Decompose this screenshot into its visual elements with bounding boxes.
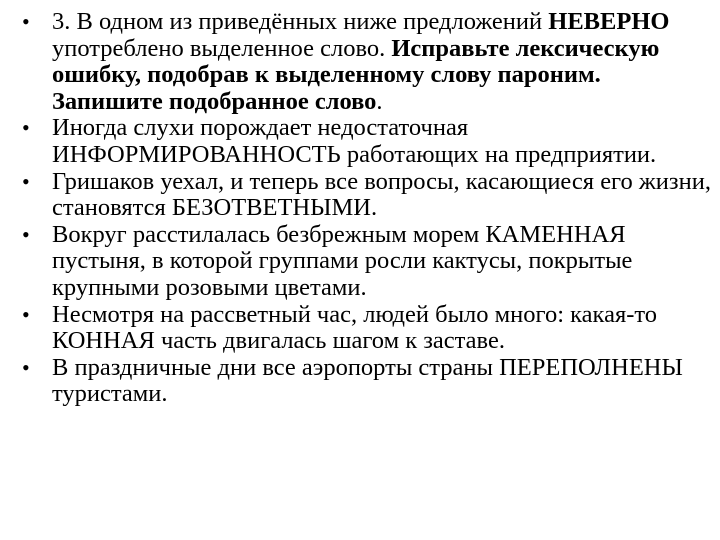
task-text-part: употреблено выделенное слово. bbox=[52, 34, 392, 62]
list-item bbox=[22, 169, 712, 222]
bullet-icon: • bbox=[22, 301, 30, 327]
sentence-text: Иногда слухи порождает недостаточная ИНФОРМИРОВАННОСТЬ работающих на предприятии. bbox=[52, 114, 657, 168]
task-text-part: . bbox=[376, 87, 383, 115]
sentence-text: Гришаков уехал, и теперь все вопросы, касающиеся его жизни, становятся БЕЗОТВЕТНЫМИ. bbox=[52, 167, 711, 222]
bullet-icon: • bbox=[22, 221, 30, 247]
task-instruction bbox=[22, 9, 712, 115]
bullet-icon: • bbox=[22, 168, 30, 194]
bullet-icon: • bbox=[22, 9, 30, 34]
bullet-icon: • bbox=[22, 354, 30, 380]
list-item bbox=[22, 222, 712, 302]
sentence-text: В праздничные дни все аэропорты страны ПЕРЕПОЛНЕНЫ туристами. bbox=[52, 353, 683, 408]
task-list bbox=[22, 9, 712, 408]
bullet-icon: • bbox=[22, 115, 30, 141]
list-item bbox=[22, 115, 712, 168]
list-item bbox=[22, 302, 712, 355]
sentence-text: Несмотря на рассветный час, людей было много: какая-то КОННАЯ часть двигалась шагом к заставе. bbox=[52, 300, 657, 355]
sentence-text: Вокруг расстилалась безбрежным морем КАМЕННАЯ пустыня, в которой группами росли кактусы, покрытые крупными розовыми цветами. bbox=[52, 220, 633, 301]
list-item bbox=[22, 355, 712, 408]
task-bold-instruction: Исправьте лексическую ошибку, подобрав к выделенному слову пароним. Запишите подобранное слово bbox=[52, 34, 660, 115]
task-text-part: 3. В одном из приведённых ниже предложений bbox=[52, 8, 549, 35]
task-emphasis-word: НЕВЕРНО bbox=[548, 8, 670, 35]
